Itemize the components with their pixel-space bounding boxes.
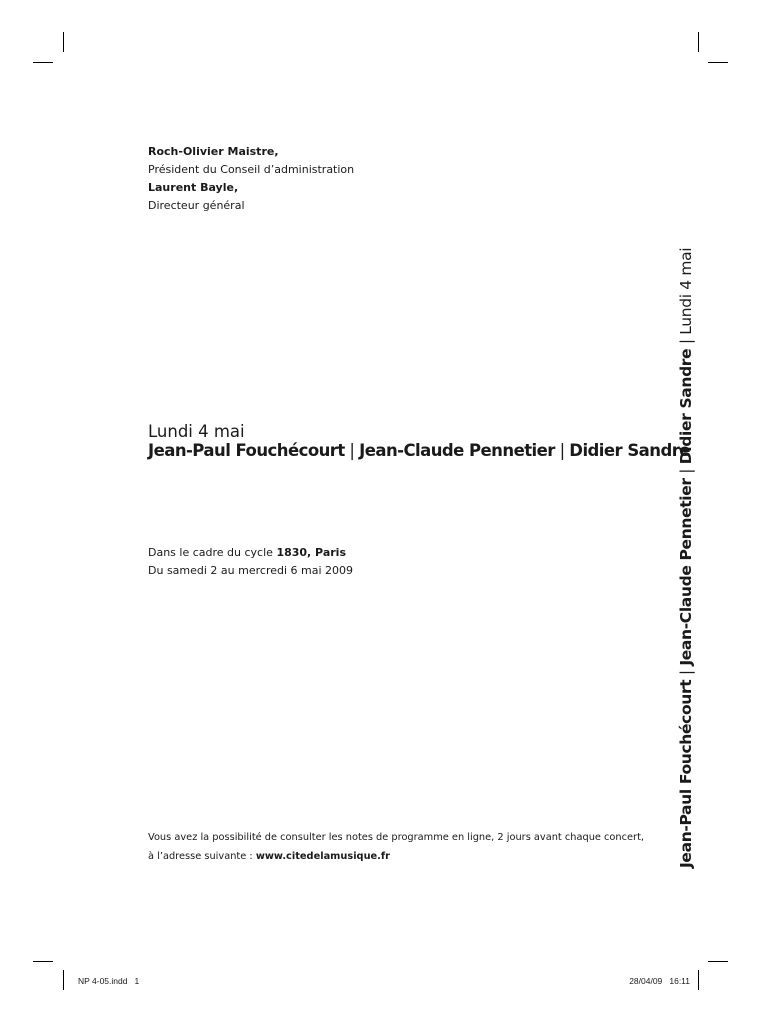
side-title-artist: Jean-Paul Fouchécourt — [677, 679, 695, 868]
slug-timestamp: 28/04/09 16:11 — [629, 976, 690, 986]
website-link[interactable]: www.citedelamusique.fr — [255, 851, 390, 862]
director-name: Laurent Bayle, — [148, 181, 239, 194]
crop-mark-bottom-left-vertical — [63, 970, 64, 990]
crop-mark-top-right-vertical — [698, 32, 699, 52]
artist-2: Jean-Claude Pennetier — [359, 441, 555, 460]
cycle-name: 1830, Paris — [276, 546, 346, 559]
cycle-block — [148, 544, 353, 580]
president-name: Roch-Olivier Maistre, — [148, 145, 279, 158]
crop-mark-bottom-right-horizontal — [708, 961, 728, 962]
side-title-artist: Jean-Claude Pennetier — [677, 478, 695, 666]
crop-mark-top-left-vertical — [63, 32, 64, 52]
artist-separator: | — [554, 441, 570, 460]
side-title-date: Lundi 4 mai — [677, 247, 695, 335]
crop-mark-bottom-right-vertical — [698, 970, 699, 990]
side-title-artists — [677, 349, 695, 868]
side-title — [676, 248, 696, 868]
side-title-separator: | — [677, 665, 695, 680]
notice-line-2 — [148, 847, 644, 866]
artist-3: Didier Sandre — [569, 441, 690, 460]
cycle-dates: Du samedi 2 au mercredi 6 mai 2009 — [148, 564, 354, 577]
cycle-line — [148, 544, 353, 562]
director-title: Directeur général — [148, 199, 245, 212]
side-title-artist: Didier Sandre — [677, 348, 695, 465]
side-title-separator: | — [677, 464, 695, 479]
concert-artists — [148, 440, 690, 462]
crop-mark-top-left-horizontal — [33, 62, 53, 63]
crop-mark-bottom-left-horizontal — [33, 961, 53, 962]
notice-prefix: à l’adresse suivante : — [148, 851, 256, 862]
artist-separator: | — [344, 441, 360, 460]
president-title: Président du Conseil d’administration — [148, 163, 355, 176]
online-notes-notice — [148, 828, 644, 866]
credits-block — [148, 143, 354, 215]
notice-line-1: Vous avez la possibilité de consulter les notes de programme en ligne, 2 jours avant chaque concert, — [148, 832, 645, 843]
crop-mark-top-right-horizontal — [708, 62, 728, 63]
side-title-separator: | — [677, 334, 695, 349]
slug-filename: NP 4-05.indd 1 — [78, 976, 140, 986]
artist-1: Jean-Paul Fouchécourt — [148, 441, 345, 460]
cycle-prefix: Dans le cadre du cycle — [148, 546, 277, 559]
concert-date: Lundi 4 mai — [148, 422, 245, 441]
